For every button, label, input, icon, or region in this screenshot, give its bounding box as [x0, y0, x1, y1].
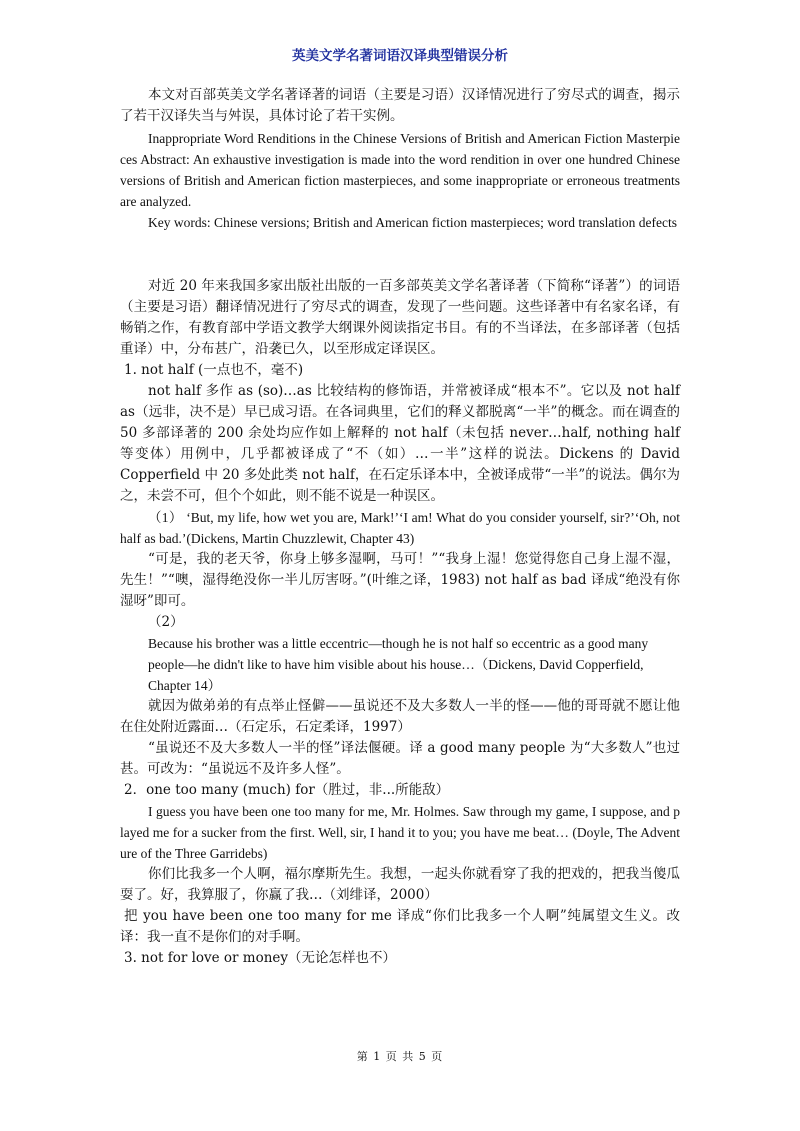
- abstract-english: Inappropriate Word Renditions in the Chinese Versions of British and American Fiction Masterpieces Abstract: An exhaustive investigation is made into the word rendition in over one hundred Chinese versions of British and American fiction masterpieces, and some inappropriate or erroneous treatments are analyzed.: [120, 131, 680, 209]
- section-heading-3: 3. not for love or money（无论怎样也不）: [124, 950, 397, 966]
- section-heading-1: 1. not half (一点也不，毫不): [124, 362, 304, 378]
- example-1-english: （1） ‘But, my life, how wet you are, Mark!’‘I am! What do you consider yourself, sir?’‘Oh, not half as bad.’(Dickens, Martin Chuzzlewit, Chapter 43): [120, 510, 680, 546]
- section-1-body: not half 多作 as (so)…as 比较结构的修饰语，并常被译成“根本不”。它以及 not half as（远非，决不是）早已成习语。在各词典里，它们的释义都脱离“一半”的概念。而在调查的 50 多部译著的 200 余处均应作如上解释的 not half（未包括 never…half, nothing half 等变体）用例中，几乎都被译成了“不（如）…一半”这样的说法。Dickens 的 David Copperfield 中 20 多处此类 not half，在石定乐译本中，全被译成带“一半”的说法。偶尔为之，未尝不可，但个个如此，则不能不说是一种误区。: [120, 383, 680, 504]
- introduction-paragraph: 对近 20 年来我国多家出版社出版的一百多部英美文学名著译著（下简称“译著”）的词语（主要是习语）翻译情况进行了穷尽式的调查，发现了一些问题。这些译著中有名家名译，有畅销之作，有教育部中学语文教学大纲课外阅读指定书目。有的不当译法，在多部译著（包括重译）中，分布甚广，沿袭已久，以至形成定译误区。: [120, 278, 680, 357]
- example-3-comment: 把 you have been one too many for me 译成“你们比我多一个人啊”纯属望文生义。改译：我一直不是你们的对手啊。: [120, 908, 680, 945]
- document-title: 英美文学名著词语汉译典型错误分析: [292, 48, 508, 64]
- example-2-number: （2）: [148, 614, 184, 630]
- example-2-comment: “虽说还不及大多数人一半的怪”译法偃硬。译 a good many people 为“大多数人”也过甚。可改为：“虽说远不及许多人怪”。: [120, 740, 680, 777]
- keywords: Key words: Chinese versions; British and American fiction masterpieces; word translation defects: [148, 215, 677, 230]
- example-3-translation: 你们比我多一个人啊，福尔摩斯先生。我想，一起头你就看穿了我的把戏的，把我当傻瓜耍了。好，我算服了，你赢了我…（刘绯译，2000）: [120, 866, 680, 903]
- example-3-english: I guess you have been one too many for me, Mr. Holmes. Saw through my game, I suppose, and played me for a sucker from the first. Well, sir, I hand it to you; you have me beat… (Doyle, The Adventure of the Three Garridebs): [120, 804, 680, 861]
- example-1-translation: “可是，我的老天爷，你身上够多湿啊，马可！”“我身上湿！您觉得您自己身上湿不湿，先生！”“噢，湿得绝没你一半儿厉害呀。”(叶维之译，1983) not half as bad 译成“绝没有你湿呀”即可。: [120, 551, 680, 609]
- example-2-translation: 就因为做弟弟的有点举止怪僻——虽说还不及大多数人一半的怪——他的哥哥就不愿让他在住处附近露面…（石定乐，石定柔译，1997）: [120, 698, 680, 735]
- page-footer: 第 1 页 共 5 页: [356, 1050, 444, 1063]
- abstract-chinese: 本文对百部英美文学名著译著的词语（主要是习语）汉译情况进行了穷尽式的调查，揭示了若干汉译失当与舛误，具体讨论了若干实例。: [120, 87, 680, 124]
- example-2-english: Because his brother was a little eccentric—though he is not half so eccentric as a good many people—he didn't like to have him visible about his house…（Dickens, David Copperfield, Chapter 14）: [148, 636, 649, 693]
- section-heading-2: 2．one too many (much) for（胜过，非...所能敌）: [124, 782, 450, 798]
